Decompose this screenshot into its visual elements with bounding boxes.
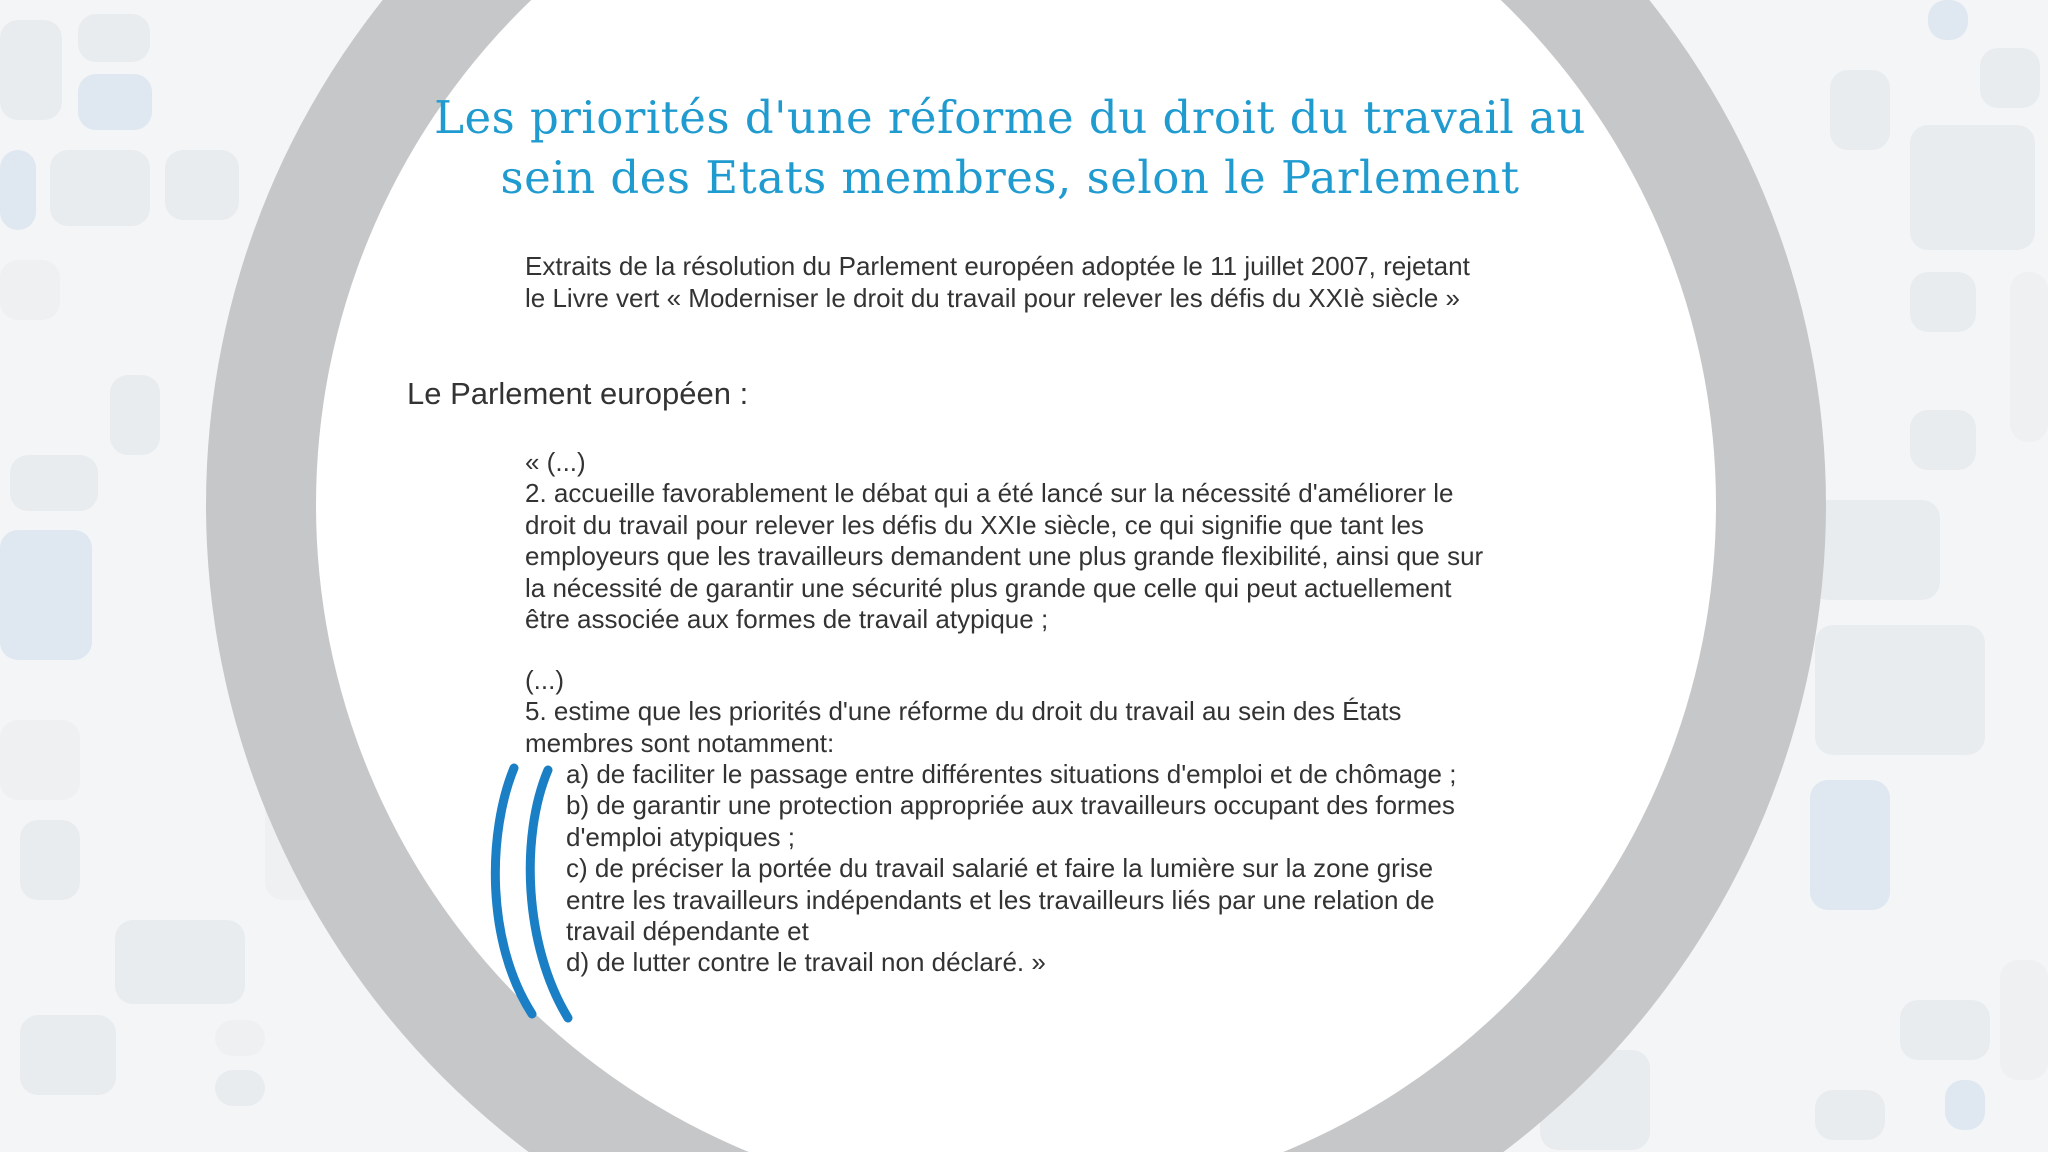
background-tile <box>10 455 98 511</box>
paragraph-line: être associée aux formes de travail atypique ; <box>525 604 1049 635</box>
background-tile <box>78 74 152 130</box>
title-line-1: Les priorités d'une réforme du droit du travail au <box>434 91 1586 144</box>
paragraph-line: 2. accueille favorablement le débat qui a été lancé sur la nécessité d'améliorer le <box>525 478 1454 509</box>
paragraph-line: membres sont notamment: <box>525 727 835 758</box>
paragraph-2 <box>525 447 1565 635</box>
background-tile <box>2010 272 2048 442</box>
list-item: entre les travailleurs indépendants et les travailleurs liés par une relation de <box>566 884 1435 915</box>
background-tile <box>1815 1090 1885 1140</box>
background-tile <box>1910 125 2035 250</box>
list-item: b) de garantir une protection appropriée aux travailleurs occupant des formes <box>566 790 1455 821</box>
background-tile <box>1980 48 2040 108</box>
intro-line: Extraits de la résolution du Parlement européen adoptée le 11 juillet 2007, rejetant <box>525 251 1470 281</box>
background-tile <box>1900 1000 1990 1060</box>
background-tile <box>0 530 92 660</box>
background-tile <box>110 375 160 455</box>
paragraph-line: employeurs que les travailleurs demandent une plus grande flexibilité, ainsi que sur <box>525 541 1484 572</box>
list-item: c) de préciser la portée du travail salarié et faire la lumière sur la zone grise <box>566 853 1434 884</box>
background-tile <box>1910 410 1976 470</box>
paragraph-line: droit du travail pour relever les défis du XXIe siècle, ce qui signifie que tant les <box>525 509 1424 540</box>
background-tile <box>0 720 80 800</box>
background-tile <box>0 260 60 320</box>
background-tile <box>2000 960 2048 1080</box>
paragraph-5 <box>525 665 1565 759</box>
intro-line: le Livre vert « Moderniser le droit du travail pour relever les défis du XXIè siècle » <box>525 283 1460 313</box>
intro-text <box>525 250 1545 314</box>
background-tile <box>1810 780 1890 910</box>
background-tile <box>78 14 150 62</box>
background-tile <box>1815 625 1985 755</box>
ellipsis-marker: « (...) <box>525 447 586 477</box>
background-tile <box>1945 1080 1985 1130</box>
background-tile <box>165 150 239 220</box>
background-tile <box>1910 272 1976 332</box>
priority-list <box>566 759 1566 979</box>
list-item: travail dépendante et <box>566 916 809 947</box>
background-tile <box>0 150 36 230</box>
background-tile <box>115 920 245 1004</box>
page-title <box>360 88 1660 208</box>
background-tile <box>20 1015 116 1095</box>
list-item: d) de lutter contre le travail non déclaré. » <box>566 947 1046 978</box>
background-tile <box>215 1020 265 1056</box>
list-item: a) de faciliter le passage entre différentes situations d'emploi et de chômage ; <box>566 759 1457 789</box>
paragraph-line: la nécessité de garantir une sécurité plus grande que celle qui peut actuellement <box>525 572 1452 603</box>
background-tile <box>0 20 62 120</box>
background-tile <box>1830 70 1890 150</box>
background-tile <box>1810 500 1940 600</box>
paragraph-line: 5. estime que les priorités d'une réforme du droit du travail au sein des États <box>525 696 1402 727</box>
background-tile <box>50 150 150 226</box>
speaker-heading: Le Parlement européen : <box>407 376 749 411</box>
background-tile <box>215 1070 265 1106</box>
title-line-2: sein des Etats membres, selon le Parlement <box>500 151 1520 204</box>
list-item: d'emploi atypiques ; <box>566 821 795 852</box>
background-tile <box>1928 0 1968 40</box>
ellipsis-marker: (...) <box>525 665 564 695</box>
background-tile <box>20 820 80 900</box>
